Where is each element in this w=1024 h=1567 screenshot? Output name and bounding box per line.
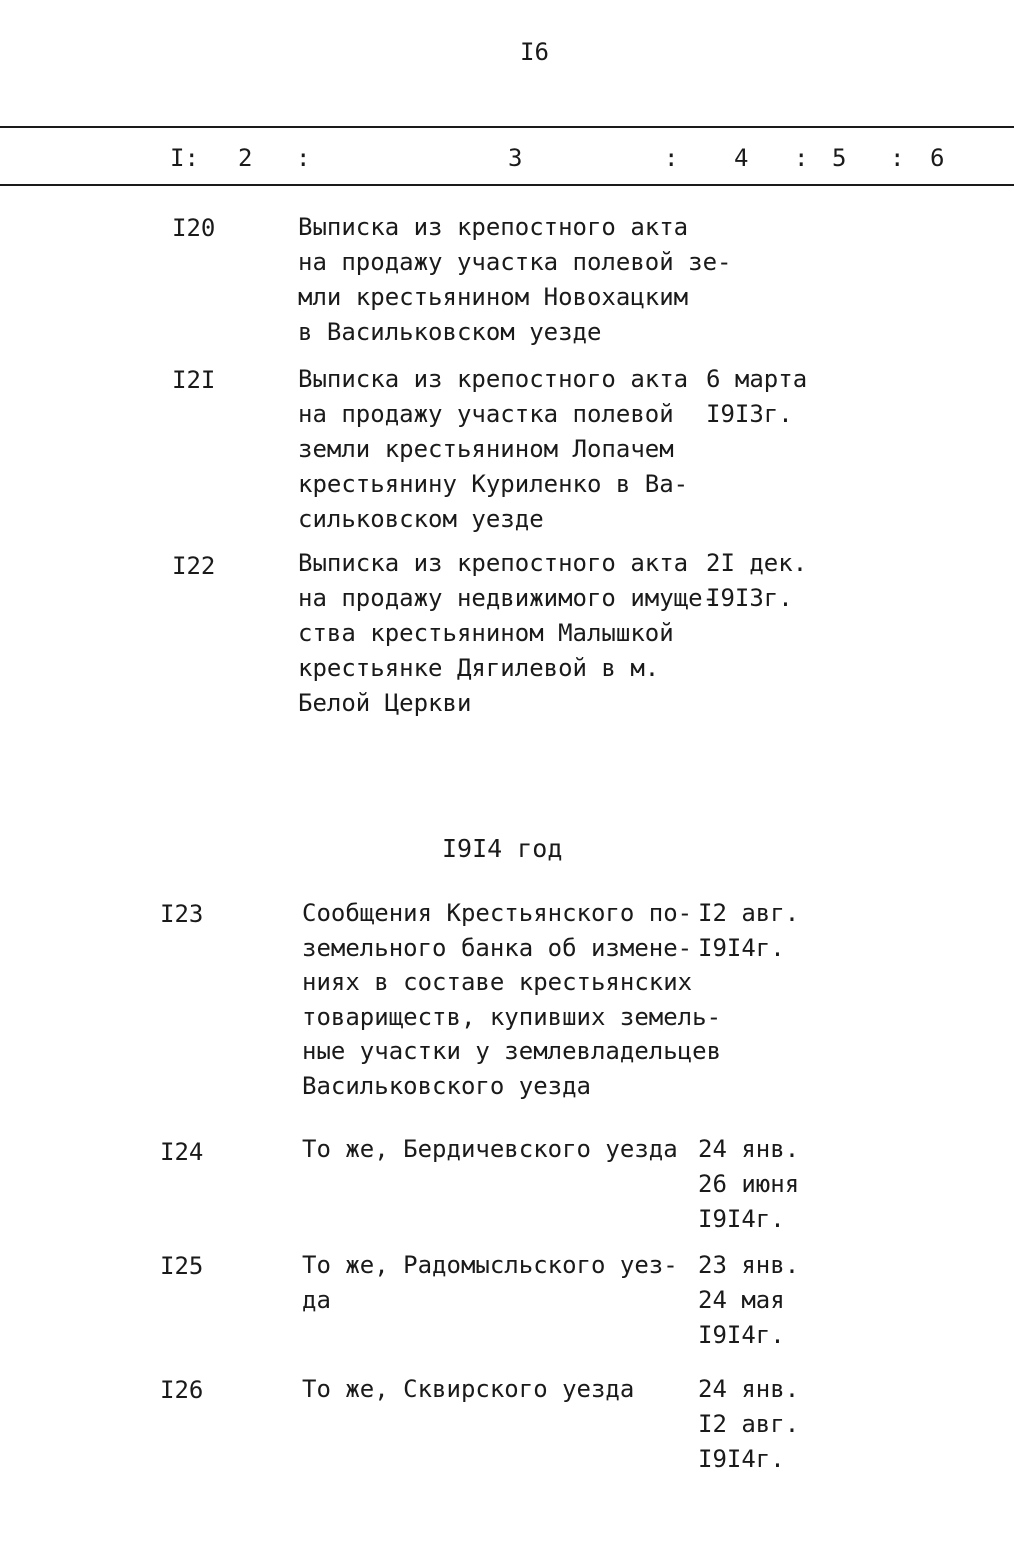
- column-separator: :: [794, 144, 809, 172]
- column-header-2: 2: [238, 144, 253, 172]
- column-header-1: I:: [170, 144, 199, 172]
- column-separator: :: [890, 144, 905, 172]
- header-bottom-rule: [0, 184, 1014, 186]
- entry-number: I23: [160, 900, 204, 928]
- entry-title: Выписка из крепостного акта на продажу участка полевой земли крестьянином Лопачем крестьянину Куриленко в Ва- сильковском уезде: [298, 365, 689, 533]
- column-header-6: 6: [930, 144, 945, 172]
- column-separator: :: [664, 144, 679, 172]
- entry-number: I25: [160, 1252, 204, 1280]
- entry-date: 2I дек. I9I3г.: [706, 549, 808, 612]
- entry-date: 24 янв. 26 июня I9I4г.: [698, 1135, 800, 1233]
- entry-date: I2 авг. I9I4г.: [698, 899, 800, 962]
- header-top-rule: [0, 126, 1014, 128]
- entry-title: То же, Бердичевского уезда: [302, 1135, 678, 1163]
- entry-number: I2I: [172, 366, 216, 394]
- entry-number: I22: [172, 552, 216, 580]
- entry-date: 24 янв. I2 авг. I9I4г.: [698, 1375, 800, 1473]
- entry-number: I24: [160, 1138, 204, 1166]
- entry-title: То же, Сквирского уезда: [302, 1375, 635, 1403]
- entry-title: То же, Радомысльского уез- да: [302, 1251, 678, 1314]
- column-header-5: 5: [832, 144, 847, 172]
- entry-number: I20: [172, 214, 216, 242]
- page-number: I6: [520, 38, 549, 66]
- entry-title: Выписка из крепостного акта на продажу участка полевой зе- мли крестьянином Новохацким в Васильковском уезде: [298, 213, 732, 346]
- column-header-4: 4: [734, 144, 749, 172]
- column-separator: :: [296, 144, 311, 172]
- entry-title: Сообщения Крестьянского по- земельного банка об измене- ниях в составе крестьянских товариществ, купивших земель- ные участки у землевладельцев Васильковского уезда: [302, 899, 722, 1100]
- section-title-year: I9I4 год: [442, 834, 563, 863]
- entry-number: I26: [160, 1376, 204, 1404]
- entry-date: 23 янв. 24 мая I9I4г.: [698, 1251, 800, 1349]
- column-header-3: 3: [508, 144, 523, 172]
- entry-title: Выписка из крепостного акта на продажу недвижимого имуще- ства крестьянином Малышкой крестьянке Дягилевой в м. Белой Церкви: [298, 549, 718, 717]
- entry-date: 6 марта I9I3г.: [706, 365, 808, 428]
